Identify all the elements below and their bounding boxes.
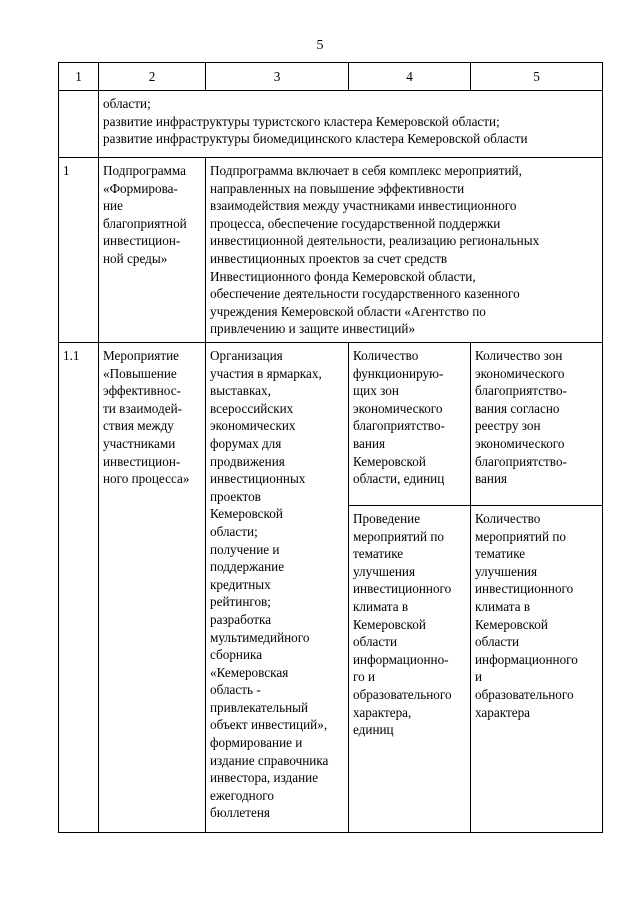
focus-areas-cell: области; развитие инфраструктуры туристского кластера Кемеровской области; развитие инфраструктуры биомедицинского кластера Кемеровской области: [99, 91, 603, 158]
header-cell-3: 3: [206, 63, 349, 91]
program-table: [58, 62, 603, 833]
indicator-method-2: Количество мероприятий по тематике улучшения инвестиционного климата в Кемеровской области информационного и образовательного характера: [471, 506, 603, 833]
row-number-cell: [59, 91, 99, 158]
header-cell-1: 1: [59, 63, 99, 91]
subprogram-description: Подпрограмма включает в себя комплекс мероприятий, направленных на повышение эффективности взаимодействия между участниками инвестиционного процесса, обеспечение государственной поддержки инвестиционной деятельности, реализацию региональных инвестиционных проектов за счет средств Инвестиционного фонда Кемеровской области, обеспечение деятельности государственного казенного учреждения Кемеровской области «Агентство по привлечению и защите инвестиций»: [206, 158, 603, 343]
subprogram-number: 1: [59, 158, 99, 343]
measure-content: Организация участия в ярмарках, выставках, всероссийских экономических форумах для продвижения инвестиционных проектов Кемеровской области; получение и поддержание кредитных рейтингов; разработка мультимедийного сборника «Кемеровская область - привлекательный объект инвестиций», формирование и издание справочника инвестора, издание ежегодного бюллетеня: [206, 343, 349, 833]
measure-name: Мероприятие «Повышение эффективнос- ти взаимодей- ствия между участниками инвестицион- ного процесса»: [99, 343, 206, 833]
measure-number: 1.1: [59, 343, 99, 833]
subprogram-name: Подпрограмма «Формирова- ние благоприятной инвестицион- ной среды»: [99, 158, 206, 343]
header-cell-4: 4: [349, 63, 471, 91]
indicator-name-1: Количество функционирую- щих зон экономического благоприятство- вания Кемеровской области, единиц: [349, 343, 471, 506]
indicator-name-2: Проведение мероприятий по тематике улучшения инвестиционного климата в Кемеровской области информационно- го и образовательного характера, единиц: [349, 506, 471, 833]
header-cell-5: 5: [471, 63, 603, 91]
table-row: [59, 343, 603, 506]
indicator-method-1: Количество зон экономического благоприятство- вания согласно реестру зон экономического благоприятство- вания: [471, 343, 603, 506]
page-number: 5: [316, 38, 324, 53]
table-header-row: [59, 63, 603, 91]
table-row: [59, 158, 603, 343]
table-row: [59, 91, 603, 158]
header-cell-2: 2: [99, 63, 206, 91]
